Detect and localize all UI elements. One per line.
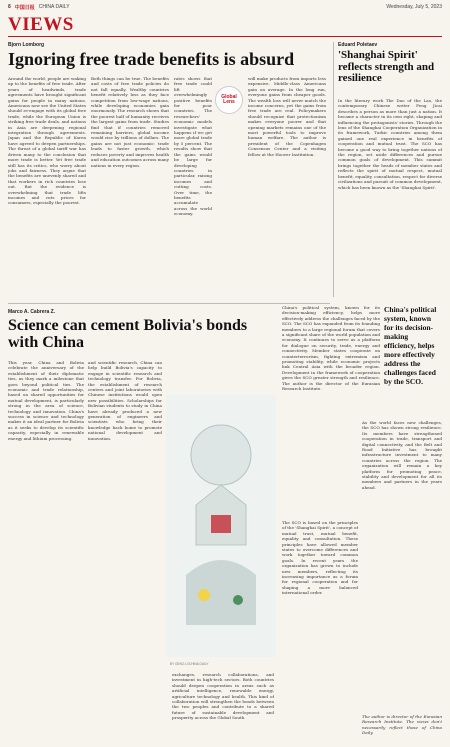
article-bolivia-col1: This year, China and Bolivia celebrate the anniversary of the establishment of their diplomatic ties, as they mark a milestone that goes beyond political ties. The economic and trade relationship, based on shared opportunities for mutual development, is particularly strong in the area of science, technology and innovation. China's success in science and technology makes it an ideal partner for Bolivia as it seeks to develop its scientific capacity, especially in renewable energy and lithium processing. — [8, 360, 84, 441]
article-free-trade-col3: rates shows that free trade could lift overwhelmingly positive benefits for poor countries. The researchers' economic models investigate what happens if we get more global trade by 5 percent. The results show that the gains would be large for developing countries in particular, raising incomes and cutting costs. Over time, the benefits accumulate across the world economy. — [174, 76, 212, 217]
paper-name: CHINA DAILY — [38, 4, 70, 10]
illustration-credit: BY GENG LI/CHINA DAILY — [170, 662, 209, 666]
article-bolivia-col2: and scientific research, China can help build Bolivia's capacity to engage in scientific research and technology transfer. For Bolivia, the establishment of research centers and joint laboratories with Chinese institutions would open new possibilities. Scholarships for Bolivian students to study in China have already produced a new generation of engineers and scientists who bring their knowledge back home to promote national development and innovation. — [88, 360, 162, 441]
byline-lomborg: Bjorn Lomborg — [8, 42, 45, 48]
author-note: The author is director of the Eurasian Research Institute. The views don't necessarily reflect those of China Daily. — [362, 714, 442, 736]
article-free-trade-col1: Around the world, people are waking up to the benefits of free trade. After years of headwinds, trade agreements have brought significant gains for people in many nations. Americans now see the United States should re-engage with its global free trade, while the European Union is striking free trade deals, and nations in Asia are deepening regional integration through agreements. Japan and the Republic of Korea have agreed to deepen partnerships. The threat of a global tariff war has driven many to the conclusion that more trade is better. Yet free trade still has its critics, who worry about jobs and fairness. They argue that the benefits are unevenly shared and that workers in rich countries lose out. But the evidence is overwhelming that trade lifts incomes and cuts prices for consumers, especially the poorest. — [8, 76, 86, 206]
masthead-left — [8, 4, 70, 11]
china-daily-logo-icon: 中国日报 — [14, 4, 35, 11]
article-shanghai-col1: In the literary work The Dao of the Lao, the contemporary Chinese writer Feng Jicai describes a person as more than just a nation. It became a character in its own right, shaping and influencing the protagonists' stories. Through the lens of the Shanghai Cooperation Organization in its framework, Turkic countries among them gained one real experience in benefits of cooperation and mutual trust. The SCO has become a good way to bring together nations of the region, set aside differences and pursue common goals of development. This summit brings together the heads of member states and reflects the spirit of mutual respect, mutual benefit, equality, consultation, respect for diverse civilizations and pursuit of common development, which has been known as the 'Shanghai Spirit'. — [338, 98, 442, 190]
global-lens-badge — [215, 86, 243, 114]
page-number: 8 — [8, 4, 11, 10]
masthead — [0, 0, 450, 14]
article-free-trade-col4: will make products from imports less expensive. Middle-class Americans gain on average. In the long run, everyone gains from cheaper goods. The wealth loss will never match the income concerns, yet the gains from free trade are real. Policymakers should recognize that protectionism makes everyone poorer and that opening markets remains one of the most powerful tools to improve human welfare. The author is president of the Copenhagen Consensus Center and a visiting fellow at the Hoover Institution. — [248, 76, 326, 157]
headline-bolivia: Science can cement Bolivia's bonds with China — [8, 317, 248, 351]
section-header — [8, 14, 442, 37]
headline-free-trade: Ignoring free trade benefits is absurd — [8, 49, 295, 69]
issue-date: Wednesday, July 5, 2023 — [386, 4, 442, 10]
headline-shanghai-spirit: 'Shanghai Spirit' reflects strength and resilience — [338, 49, 435, 85]
article-shanghai-col2: China's political system, known for its decision-making efficiency, helps more effectively address the challenges faced by the SCO. The SCO has expanded from its founding members to a large regional forum that covers a significant share of the world population and economy. It continues to serve as a platform for dialogue on security, trade, energy and connectivity. Member states cooperate on counterterrorism, fighting extremism and promoting stability, while economic projects link Central Asia with the broader region. Development in the framework of cooperation gives the SCO greater strength and resilience. The author is the director of the Eurasian Research Institute. — [282, 305, 380, 392]
column-divider — [333, 42, 334, 297]
section-divider — [8, 303, 330, 304]
article-bolivia-col3: exchanges, research collaborations, and investment in high-tech sectors. Both countries should deepen cooperation in areas such as artificial intelligence, renewable energy, agriculture technology and health. This kind of collaboration will strengthen the bonds between the two peoples and contribute to a shared future of sustainable development and prosperity across the Global South. — [172, 672, 274, 721]
byline-poletaev: Eduard Poletaev — [338, 42, 378, 48]
article-free-trade-col2: Both things can be true. The benefits and costs of free trade policies do not fall equally. Wealthy countries benefit relatively less as they face competition from low-wage nations, while developing economies gain enormously. The research shows that the poorest half of humanity receives the largest gains from trade. Studies find that if countries removed remaining barriers, global income would rise by trillions of dollars. The gains are not just economic: trade leads to faster growth, which reduces poverty and improves health and education outcomes across many nations in every region. — [91, 76, 169, 168]
section-title: VIEWS — [8, 14, 74, 35]
article-shanghai-col3: The SCO is based on the principles of the 'Shanghai Spirit', a concept of mutual trust, mutual benefit, equality and consultation. These principles have allowed member states to overcome differences and work together toward common goals. In recent years the organization has grown to include new members, reflecting its increasing importance as a forum for regional cooperation and for shaping a more balanced international order. — [282, 520, 358, 596]
global-lens-label: Global Lens — [221, 94, 237, 105]
byline-cabrera: Marco A. Cabrera Z. — [8, 309, 56, 315]
article-shanghai-col4: As the world faces new challenges, the SCO has shown strong resilience. Its members have strengthened cooperation in trade, transport and digital connectivity, and the Belt and Road Initiative has brought infrastructure investment to many countries across the region. The organization will remain a key platform for promoting peace, stability and development for all its members and partners in the years ahead. — [362, 420, 442, 490]
illustration — [166, 395, 276, 657]
illustration-art-icon — [166, 395, 276, 657]
pull-quote: China's political system, known for its decision-making efficiency, helps more effectively address the challenges faced by the SCO. — [384, 305, 437, 386]
